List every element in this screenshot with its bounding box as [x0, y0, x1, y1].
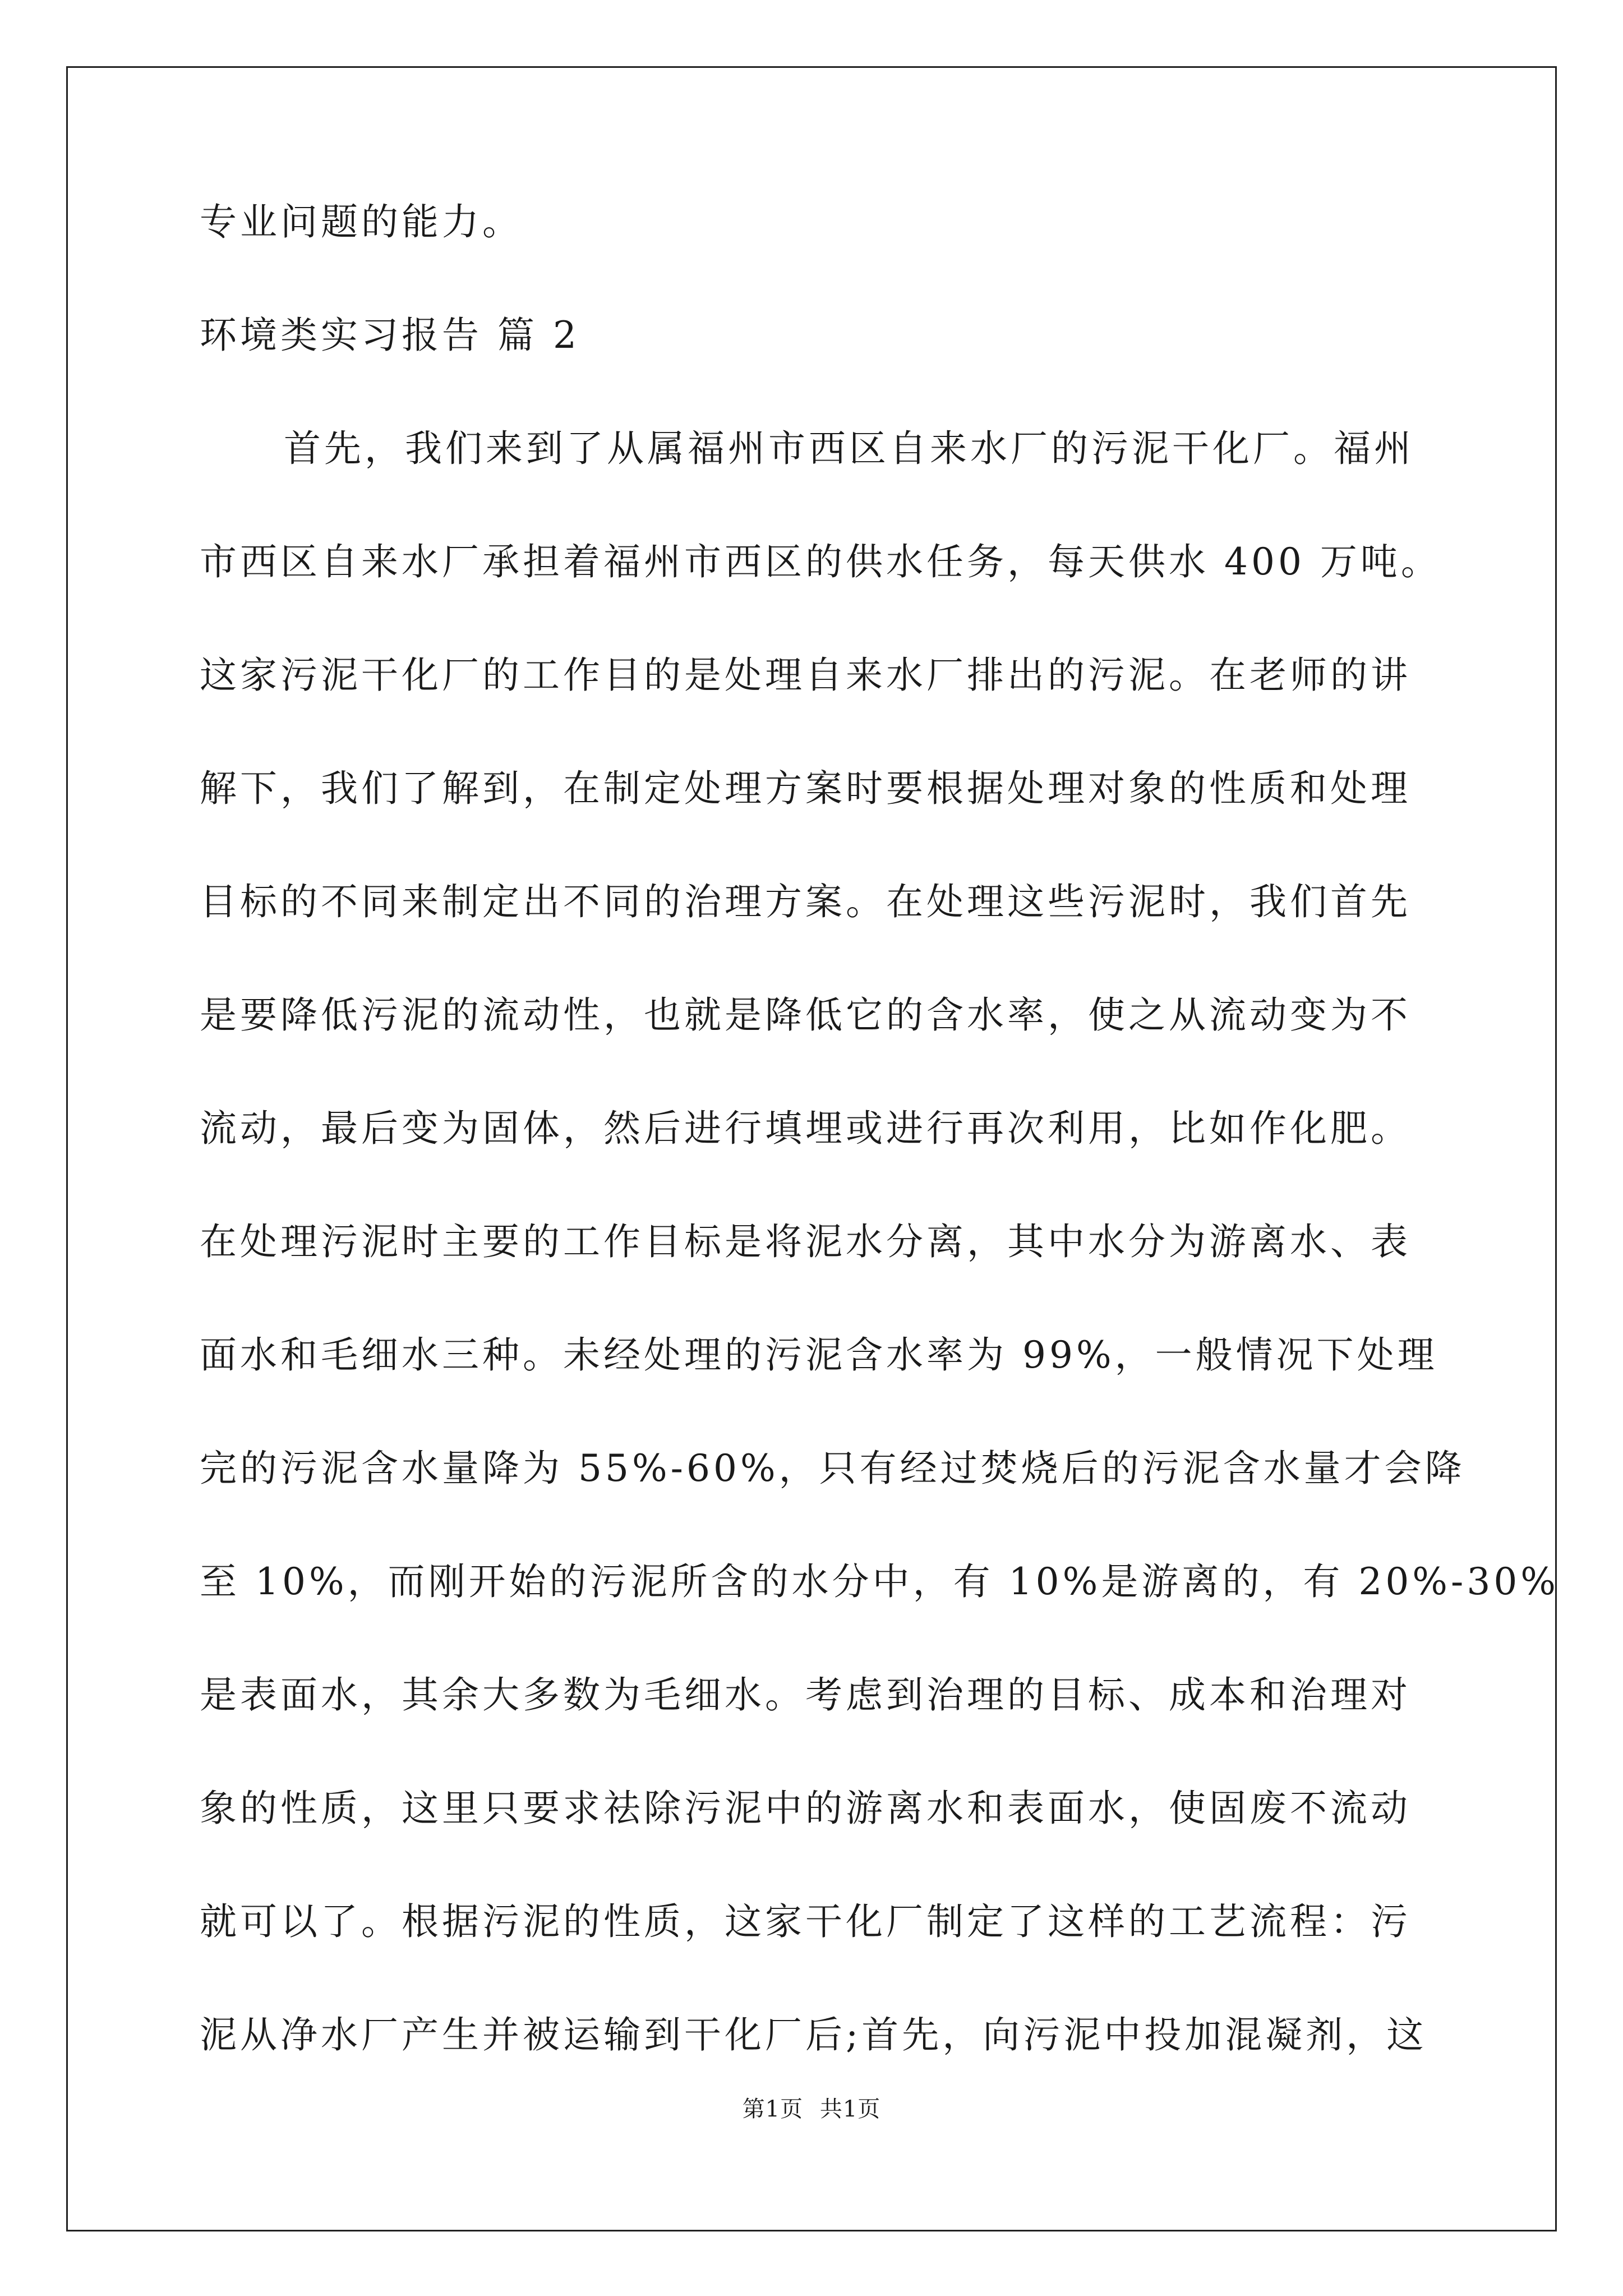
text-line: 面水和毛细水三种。未经处理的污泥含水率为 99%，一般情况下处理	[200, 1333, 1438, 1377]
text-line: 泥从净水厂产生并被运输到干化厂后;首先，向污泥中投加混凝剂，这	[200, 2013, 1427, 2056]
text-line: 象的性质，这里只要求祛除污泥中的游离水和表面水，使固废不流动	[200, 1787, 1411, 1830]
text-line: 就可以了。根据污泥的性质，这家干化厂制定了这样的工艺流程：污	[200, 1900, 1411, 1943]
page-number: 第1页	[742, 2096, 804, 2122]
text-line: 至 10%，而刚开始的污泥所含的水分中，有 10%是游离的，有 20%-30%	[200, 1560, 1560, 1603]
text-line: 完的污泥含水量降为 55%-60%，只有经过焚烧后的污泥含水量才会降	[200, 1447, 1465, 1490]
text-line: 流动，最后变为固体，然后进行填埋或进行再次利用，比如作化肥。	[200, 1107, 1411, 1150]
text-line: 是表面水，其余大多数为毛细水。考虑到治理的目标、成本和治理对	[200, 1673, 1411, 1717]
text-line: 目标的不同来制定出不同的治理方案。在处理这些污泥时，我们首先	[200, 880, 1411, 923]
text-line: 市西区自来水厂承担着福州市西区的供水任务，每天供水 400 万吨。	[200, 540, 1441, 583]
text-line: 解下，我们了解到，在制定处理方案时要根据处理对象的性质和处理	[200, 767, 1411, 810]
page-footer	[0, 2091, 1623, 2123]
section-heading: 环境类实习报告 篇 2	[200, 314, 580, 357]
paragraph-first-line: 首先，我们来到了从属福州市西区自来水厂的污泥干化厂。福州	[284, 427, 1414, 470]
document-body	[200, 200, 1560, 2126]
text-line: 这家污泥干化厂的工作目的是处理自来水厂排出的污泥。在老师的讲	[200, 654, 1411, 697]
text-line: 是要降低污泥的流动性，也就是降低它的含水率，使之从流动变为不	[200, 993, 1411, 1037]
page-total: 共1页	[819, 2096, 881, 2122]
text-line: 在处理污泥时主要的工作目标是将泥水分离，其中水分为游离水、表	[200, 1220, 1411, 1263]
text-line: 专业问题的能力。	[200, 200, 523, 243]
